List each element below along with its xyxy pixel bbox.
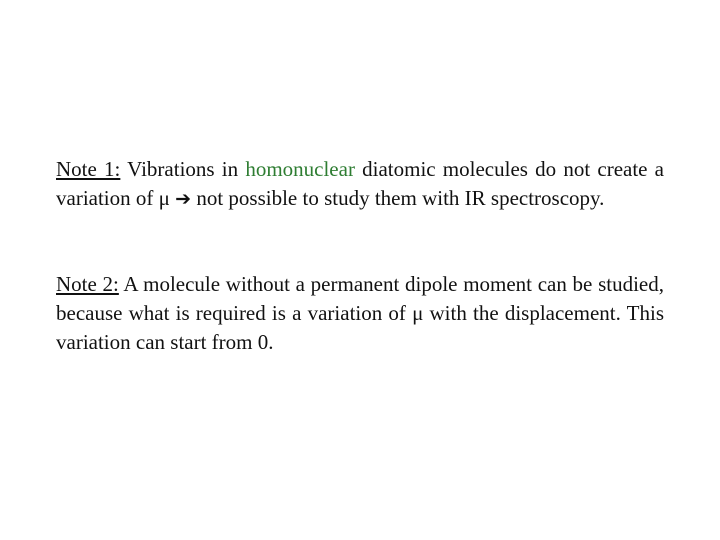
note-1-label: Note 1: xyxy=(56,157,121,181)
note-1-text-a: Vibrations in xyxy=(120,157,246,181)
note-2-text: A molecule without a permanent dipole moment can be studied, because what is required is a variation of μ with the displacement. This variation can start from 0. xyxy=(56,272,664,354)
note-1-text-c: not possible to study them with IR spectroscopy. xyxy=(191,186,605,210)
note-1-highlight-homonuclear: homonuclear xyxy=(245,157,355,181)
right-arrow-icon: ➔ xyxy=(175,188,192,210)
note-2-paragraph xyxy=(56,270,664,357)
note-1-paragraph xyxy=(56,155,664,214)
note-2-label: Note 2: xyxy=(56,272,119,296)
note-1-text-b: diatomic molecules do not create a variation of μ xyxy=(56,157,665,210)
